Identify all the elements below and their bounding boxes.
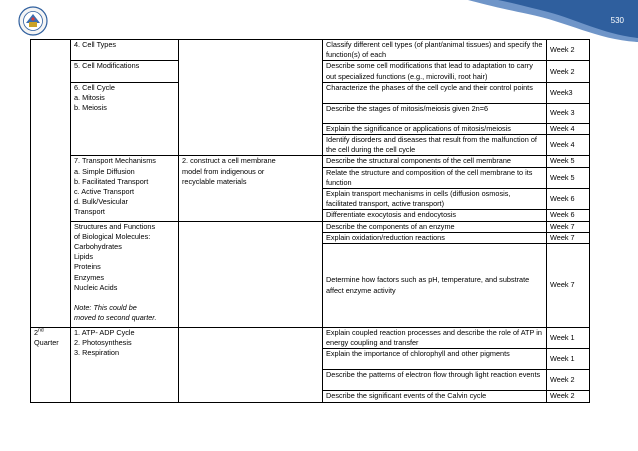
quarter-number: 2: [34, 328, 39, 338]
competency-cell: Describe the patterns of electron flow through light reaction events: [323, 370, 547, 391]
week-cell: Week 1: [547, 349, 590, 370]
topic-cell: [71, 61, 179, 82]
week-cell: Week 4: [547, 135, 590, 156]
topic-line: 6. Cell Cycle: [74, 82, 115, 92]
week-cell: Week 5: [547, 167, 590, 188]
topic-line: 1. ATP- ADP Cycle: [74, 328, 135, 338]
topic-line: 7. Transport Mechanisms: [74, 156, 156, 166]
topic-cell: [71, 221, 179, 327]
table-row: [31, 328, 590, 349]
quarter-cell: [31, 328, 71, 403]
quarter-cell: [31, 40, 71, 328]
performance-cell: [179, 156, 323, 221]
topic-line: c. Active Transport: [74, 187, 135, 197]
week-cell: Week 7: [547, 232, 590, 243]
quarter-word: Quarter: [34, 338, 59, 348]
competency-cell: Describe the components of an enzyme: [323, 221, 547, 232]
spacer: [74, 293, 175, 303]
week-cell: Week 7: [547, 244, 590, 328]
week-cell: Week 3: [547, 103, 590, 123]
page-number: 530: [610, 16, 624, 25]
competency-cell: Describe the structural components of the cell membrane: [323, 156, 547, 167]
week-cell: Week 7: [547, 221, 590, 232]
competency-cell: Explain coupled reaction processes and describe the role of ATP in energy coupling and transfer: [323, 328, 547, 349]
topic-line: of Biological Molecules:: [74, 231, 151, 241]
competency-cell: Determine how factors such as pH, temperature, and substrate affect enzyme activity: [323, 244, 547, 328]
topic-cell: [71, 156, 179, 221]
note-line: Note: This could be: [74, 303, 137, 313]
topic-line: 3. Respiration: [74, 348, 120, 358]
performance-cell: [179, 328, 323, 403]
competency-cell: Classify different cell types (of plant/animal tissues) and specify the function(s) of each: [323, 40, 547, 61]
topic-line: 4. Cell Types: [74, 40, 117, 49]
topic-line: a. Simple Diffusion: [74, 166, 135, 176]
table-row: [31, 221, 590, 232]
week-cell: Week 6: [547, 189, 590, 210]
topic-cell: [71, 82, 179, 156]
topic-line: Structures and Functions: [74, 221, 156, 231]
competency-cell: Explain the significance or applications of mitosis/meiosis: [323, 123, 547, 134]
topic-line: Transport: [74, 207, 105, 217]
topic-line: Proteins: [74, 262, 101, 272]
topic-line: Lipids: [74, 252, 94, 262]
deped-seal-icon: [18, 6, 48, 36]
topic-line: Nucleic Acids: [74, 282, 118, 292]
competency-cell: Relate the structure and composition of the cell membrane to its function: [323, 167, 547, 188]
topic-line: d. Bulk/Vesicular: [74, 197, 128, 207]
topic-cell: [71, 328, 179, 403]
competency-cell: Describe the significant events of the Calvin cycle: [323, 391, 547, 402]
topic-line: Enzymes: [74, 272, 105, 282]
topic-cell: [71, 40, 179, 61]
week-cell: Week 2: [547, 40, 590, 61]
topic-line: b. Meiosis: [74, 103, 107, 113]
note-line: moved to second quarter.: [74, 313, 157, 323]
competency-cell: Explain transport mechanisms in cells (diffusion osmosis, facilitated transport, active transport): [323, 189, 547, 210]
week-cell: Week 6: [547, 210, 590, 221]
table-row: [31, 156, 590, 167]
week-cell: Week 1: [547, 328, 590, 349]
competency-cell: Describe the stages of mitosis/meiosis given 2n=6: [323, 103, 547, 123]
performance-cell: [179, 221, 323, 327]
performance-line: recyclable materials: [182, 176, 247, 186]
competency-cell: Differentiate exocytosis and endocytosis: [323, 210, 547, 221]
table-row: [31, 40, 590, 61]
competency-cell: Explain oxidation/reduction reactions: [323, 232, 547, 243]
competency-cell: Characterize the phases of the cell cycle and their control points: [323, 82, 547, 103]
topic-line: 5. Cell Modifications: [74, 61, 140, 71]
competency-cell: Explain the importance of chlorophyll and other pigments: [323, 349, 547, 370]
quarter-suffix: nd: [38, 327, 44, 334]
quarter-label: [34, 328, 67, 338]
week-cell: Week3: [547, 82, 590, 103]
curriculum-table: [30, 39, 590, 403]
competency-cell: Describe some cell modifications that lead to adaptation to carry out specialized functions (e.g., microvilli, root hair): [323, 61, 547, 82]
topic-line: b. Facilitated Transport: [74, 176, 149, 186]
topic-line: Carbohydrates: [74, 242, 122, 252]
week-cell: Week 2: [547, 391, 590, 402]
topic-line: 2. Photosynthesis: [74, 338, 132, 348]
week-cell: Week 2: [547, 61, 590, 82]
topic-line: a. Mitosis: [74, 93, 105, 103]
performance-line: 2. construct a cell membrane: [182, 156, 276, 166]
competency-cell: Identify disorders and diseases that result from the malfunction of the cell during the cell cycle: [323, 135, 547, 156]
week-cell: Week 5: [547, 156, 590, 167]
performance-cell: [179, 40, 323, 156]
week-cell: Week 4: [547, 123, 590, 134]
performance-line: model from indigenous or: [182, 166, 265, 176]
week-cell: Week 2: [547, 370, 590, 391]
